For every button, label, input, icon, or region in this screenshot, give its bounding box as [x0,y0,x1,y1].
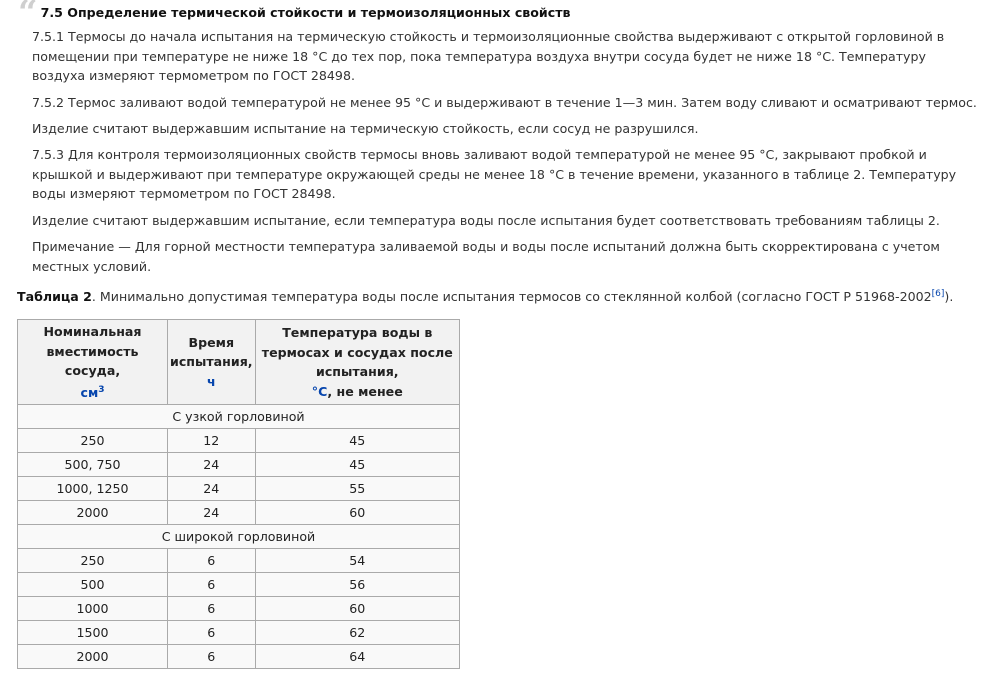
quote-icon: “ [18,0,35,33]
cell-temperature: 45 [255,429,459,453]
cell-capacity: 250 [18,429,168,453]
unit-hour-link[interactable]: ч [206,373,216,389]
cell-capacity: 1000, 1250 [18,477,168,501]
cell-time: 6 [168,621,256,645]
table-row [18,477,460,501]
table-row [18,453,460,477]
cell-temperature: 64 [255,645,459,669]
table-row [18,501,460,525]
table-row [18,573,460,597]
cell-time: 6 [168,597,256,621]
table-caption-end: ). [944,289,954,304]
header-temperature: Температура воды в термосах и сосудах после испытания, °С, не менее [255,320,459,405]
header-capacity: Номинальная вместимость сосуда, $см^3$ [18,320,168,405]
cell-capacity: 500 [18,573,168,597]
cell-temperature: 62 [255,621,459,645]
cell-capacity: 1500 [18,621,168,645]
table-row [18,621,460,645]
table-row [18,645,460,669]
table-caption [17,287,953,306]
temperature-table [17,319,460,669]
table-row [18,429,460,453]
cell-time: 24 [168,501,256,525]
table-group-row [18,405,460,429]
cell-capacity: 500, 750 [18,453,168,477]
group-title: С узкой горловиной [18,405,460,429]
paragraph-7-5-3: 7.5.3 Для контроля термоизоляционных свойств термосы вновь заливают водой температурой не менее 95 °С, закрывают пробкой и крышкой и выдерживают при температуре окружающей среды не менее 18 °С в течение времени, указанного в таблице 2. Температуру воды измеряют термометром по ГОСТ 28498. [32,147,957,201]
cell-time: 6 [168,549,256,573]
table-row [18,597,460,621]
cell-time: 6 [168,573,256,597]
cell-temperature: 55 [255,477,459,501]
paragraph-note: Примечание — Для горной местности температура заливаемой воды и воды после испытаний должна быть скорректирована с учетом местных условий. [32,239,940,274]
cell-time: 12 [168,429,256,453]
paragraph-7-5-2: 7.5.2 Термос заливают водой температурой не менее 95 °С и выдерживают в течение 1—3 мин. Затем воду сливают и осматривают термос. [32,95,977,110]
cell-temperature: 60 [255,597,459,621]
group-title: С широкой горловиной [18,525,460,549]
cell-temperature: 54 [255,549,459,573]
cell-capacity: 250 [18,549,168,573]
cell-capacity: 2000 [18,501,168,525]
table-group-row [18,525,460,549]
cell-time: 24 [168,477,256,501]
cell-capacity: 2000 [18,645,168,669]
unit-cm3-link[interactable]: $см^3$ [80,384,105,400]
paragraph-thermal-result: Изделие считают выдержавшим испытание на термическую стойкость, если сосуд не разрушился. [32,121,699,136]
cell-temperature: 56 [255,573,459,597]
cell-time: 24 [168,453,256,477]
table-caption-text: . Минимально допустимая температура воды после испытания термосов со стеклянной колбой (согласно ГОСТ Р 51968-2002 [91,289,932,304]
cell-capacity: 1000 [18,597,168,621]
table-caption-label: Таблица 2 [17,289,92,304]
section-heading [18,0,571,33]
reference-link[interactable]: [6] [931,288,945,299]
unit-celsius-link[interactable]: °С [311,383,328,399]
paragraph-7-5-1: 7.5.1 Термосы до начала испытания на термическую стойкость и термоизоляционные свойства выдерживают с открытой горловиной в помещении при температуре не ниже 18 °С до тех пор, пока температура воздуха внутри сосуда будет не ниже 18 °С. Температуру воздуха измеряют термометром по ГОСТ 28498. [32,29,945,83]
cell-time: 6 [168,645,256,669]
table-header-row [18,320,460,405]
cell-temperature: 45 [255,453,459,477]
header-time: Время испытания, ч [168,320,256,405]
section-title: 7.5 Определение термической стойкости и термоизоляционных свойств [40,4,571,20]
table-row [18,549,460,573]
cell-temperature: 60 [255,501,459,525]
paragraph-insulation-result: Изделие считают выдержавшим испытание, если температура воды после испытания будет соответствовать требованиям таблицы 2. [32,213,940,228]
